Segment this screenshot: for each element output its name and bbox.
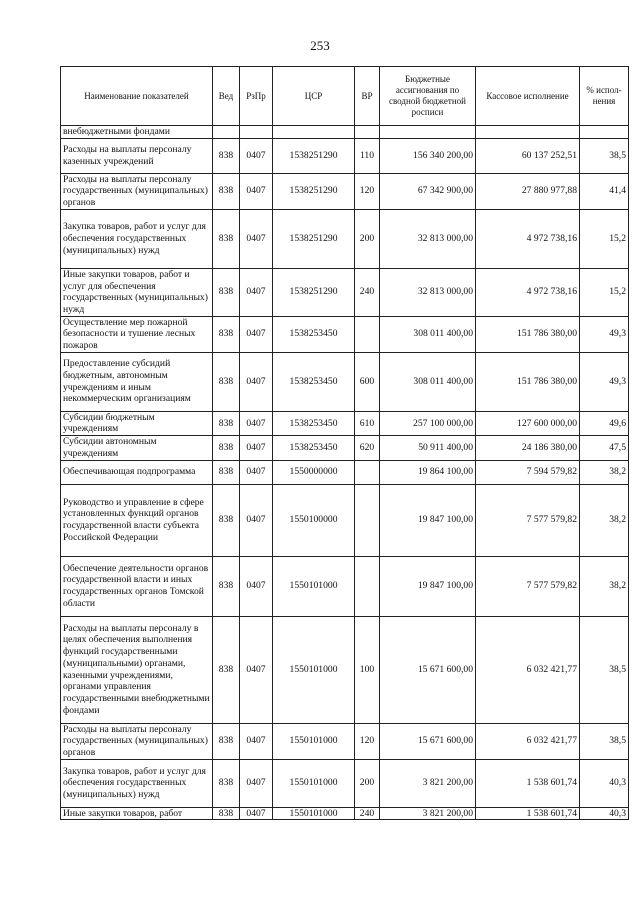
row-vr: 610 — [355, 411, 380, 435]
table-row — [61, 759, 629, 807]
header-name: Наименование показателей — [61, 67, 213, 126]
row-rzpr: 0407 — [240, 138, 273, 173]
row-rzpr: 0407 — [240, 556, 273, 616]
table-row — [61, 807, 629, 820]
row-cash — [476, 126, 580, 139]
row-csr: 1550101000 — [273, 556, 355, 616]
table-row — [61, 556, 629, 616]
row-ved: 838 — [213, 807, 240, 820]
table-row — [61, 460, 629, 484]
row-vr: 240 — [355, 807, 380, 820]
row-ved: 838 — [213, 138, 240, 173]
row-name: Иные закупки товаров, работ и услуг для обеспечения государственных (муниципальных) нужд — [61, 268, 213, 316]
header-ved: Вед — [213, 67, 240, 126]
row-budget — [380, 126, 476, 139]
row-csr: 1550100000 — [273, 484, 355, 556]
row-cash: 6 032 421,77 — [476, 723, 580, 759]
row-percent: 38,2 — [580, 484, 629, 556]
row-vr — [355, 556, 380, 616]
row-ved: 838 — [213, 411, 240, 435]
row-csr: 1538251290 — [273, 209, 355, 268]
table-row — [61, 316, 629, 352]
row-cash: 7 577 579,82 — [476, 556, 580, 616]
row-budget: 257 100 000,00 — [380, 411, 476, 435]
row-ved: 838 — [213, 484, 240, 556]
row-ved: 838 — [213, 173, 240, 209]
row-vr: 600 — [355, 352, 380, 411]
row-percent: 49,3 — [580, 352, 629, 411]
row-name: Закупка товаров, работ и услуг для обеспечения государственных (муниципальных) нужд — [61, 209, 213, 268]
row-ved: 838 — [213, 436, 240, 460]
row-budget: 32 813 000,00 — [380, 209, 476, 268]
row-name: внебюджетными фондами — [61, 126, 213, 139]
row-csr: 1538253450 — [273, 411, 355, 435]
row-ved: 838 — [213, 759, 240, 807]
row-csr: 1538251290 — [273, 173, 355, 209]
row-percent: 15,2 — [580, 268, 629, 316]
row-budget: 19 864 100,00 — [380, 460, 476, 484]
table-row — [61, 723, 629, 759]
row-name: Расходы на выплаты персоналу государственных (муниципальных) органов — [61, 173, 213, 209]
row-vr — [355, 460, 380, 484]
table-row — [61, 126, 629, 139]
table-row — [61, 436, 629, 460]
row-vr: 100 — [355, 616, 380, 723]
row-ved: 838 — [213, 316, 240, 352]
header-rzpr: РзПр — [240, 67, 273, 126]
row-percent: 38,5 — [580, 723, 629, 759]
row-budget: 308 011 400,00 — [380, 316, 476, 352]
row-percent: 38,2 — [580, 460, 629, 484]
table-row — [61, 268, 629, 316]
row-csr: 1550101000 — [273, 616, 355, 723]
row-percent: 49,3 — [580, 316, 629, 352]
header-vr: ВР — [355, 67, 380, 126]
row-csr: 1538251290 — [273, 138, 355, 173]
row-ved: 838 — [213, 352, 240, 411]
row-budget: 3 821 200,00 — [380, 759, 476, 807]
row-name: Закупка товаров, работ и услуг для обеспечения государственных (муниципальных) нужд — [61, 759, 213, 807]
row-rzpr: 0407 — [240, 460, 273, 484]
header-percent: % испол-нения — [580, 67, 629, 126]
row-budget: 19 847 100,00 — [380, 484, 476, 556]
row-budget: 50 911 400,00 — [380, 436, 476, 460]
row-csr: 1550101000 — [273, 723, 355, 759]
row-rzpr: 0407 — [240, 807, 273, 820]
row-csr: 1538253450 — [273, 352, 355, 411]
row-budget: 308 011 400,00 — [380, 352, 476, 411]
row-ved: 838 — [213, 723, 240, 759]
row-ved: 838 — [213, 268, 240, 316]
row-name: Осуществление мер пожарной безопасности и тушение лесных пожаров — [61, 316, 213, 352]
row-ved — [213, 126, 240, 139]
budget-execution-table — [60, 66, 629, 820]
row-cash: 7 577 579,82 — [476, 484, 580, 556]
row-cash: 151 786 380,00 — [476, 316, 580, 352]
table-header-row — [61, 67, 629, 126]
row-vr: 110 — [355, 138, 380, 173]
row-rzpr — [240, 126, 273, 139]
row-cash: 1 538 601,74 — [476, 759, 580, 807]
row-cash: 60 137 252,51 — [476, 138, 580, 173]
row-budget: 156 340 200,00 — [380, 138, 476, 173]
row-rzpr: 0407 — [240, 411, 273, 435]
row-vr — [355, 126, 380, 139]
table-row — [61, 173, 629, 209]
row-rzpr: 0407 — [240, 352, 273, 411]
row-vr: 620 — [355, 436, 380, 460]
page-number: 253 — [310, 38, 330, 53]
row-percent: 38,5 — [580, 138, 629, 173]
row-percent: 38,5 — [580, 616, 629, 723]
row-vr — [355, 484, 380, 556]
row-percent: 40,3 — [580, 807, 629, 820]
row-rzpr: 0407 — [240, 316, 273, 352]
row-vr — [355, 316, 380, 352]
header-budget: Бюджетные ассигнования по сводной бюджетной росписи — [380, 67, 476, 126]
row-cash: 151 786 380,00 — [476, 352, 580, 411]
row-budget: 67 342 900,00 — [380, 173, 476, 209]
row-name: Иные закупки товаров, работ — [61, 807, 213, 820]
row-name: Расходы на выплаты персоналу государственных (муниципальных) органов — [61, 723, 213, 759]
row-vr: 200 — [355, 759, 380, 807]
table-row — [61, 138, 629, 173]
row-cash: 27 880 977,88 — [476, 173, 580, 209]
row-budget: 19 847 100,00 — [380, 556, 476, 616]
row-vr: 200 — [355, 209, 380, 268]
row-ved: 838 — [213, 209, 240, 268]
table-row — [61, 352, 629, 411]
header-cash: Кассовое исполнение — [476, 67, 580, 126]
row-cash: 127 600 000,00 — [476, 411, 580, 435]
row-ved: 838 — [213, 616, 240, 723]
row-csr: 1538253450 — [273, 316, 355, 352]
row-percent: 49,6 — [580, 411, 629, 435]
row-rzpr: 0407 — [240, 173, 273, 209]
row-name: Обеспечение деятельности органов государственной власти и иных государственных органов Томской области — [61, 556, 213, 616]
row-percent: 40,3 — [580, 759, 629, 807]
table-row — [61, 411, 629, 435]
row-rzpr: 0407 — [240, 268, 273, 316]
row-percent: 38,2 — [580, 556, 629, 616]
row-rzpr: 0407 — [240, 484, 273, 556]
row-cash: 4 972 738,16 — [476, 268, 580, 316]
row-percent — [580, 126, 629, 139]
row-csr: 1538251290 — [273, 268, 355, 316]
row-name: Субсидии бюджетным учреждениям — [61, 411, 213, 435]
row-name: Расходы на выплаты персоналу казенных учреждений — [61, 138, 213, 173]
row-name: Обеспечивающая подпрограмма — [61, 460, 213, 484]
row-budget: 15 671 600,00 — [380, 723, 476, 759]
row-rzpr: 0407 — [240, 209, 273, 268]
row-budget: 15 671 600,00 — [380, 616, 476, 723]
row-cash: 7 594 579,82 — [476, 460, 580, 484]
row-vr: 120 — [355, 173, 380, 209]
row-rzpr: 0407 — [240, 436, 273, 460]
row-percent: 15,2 — [580, 209, 629, 268]
row-percent: 41,4 — [580, 173, 629, 209]
row-name: Предоставление субсидий бюджетным, автономным учреждениям и иным некоммерческим организациям — [61, 352, 213, 411]
row-csr: 1550101000 — [273, 759, 355, 807]
row-csr — [273, 126, 355, 139]
row-ved: 838 — [213, 460, 240, 484]
row-vr: 240 — [355, 268, 380, 316]
row-rzpr: 0407 — [240, 723, 273, 759]
table-row — [61, 616, 629, 723]
row-cash: 4 972 738,16 — [476, 209, 580, 268]
row-budget: 32 813 000,00 — [380, 268, 476, 316]
header-csr: ЦСР — [273, 67, 355, 126]
row-csr: 1538253450 — [273, 436, 355, 460]
table-row — [61, 209, 629, 268]
table-row — [61, 484, 629, 556]
row-csr: 1550000000 — [273, 460, 355, 484]
row-cash: 24 186 380,00 — [476, 436, 580, 460]
row-rzpr: 0407 — [240, 759, 273, 807]
row-vr: 120 — [355, 723, 380, 759]
row-percent: 47,5 — [580, 436, 629, 460]
row-name: Расходы на выплаты персоналу в целях обеспечения выполнения функций государственными (муниципальными) органами, казенными учреждениями, органами управления государственными внебюджетными фондами — [61, 616, 213, 723]
row-ved: 838 — [213, 556, 240, 616]
row-rzpr: 0407 — [240, 616, 273, 723]
row-budget: 3 821 200,00 — [380, 807, 476, 820]
row-name: Субсидии автономным учреждениям — [61, 436, 213, 460]
row-cash: 6 032 421,77 — [476, 616, 580, 723]
row-csr: 1550101000 — [273, 807, 355, 820]
row-cash: 1 538 601,74 — [476, 807, 580, 820]
row-name: Руководство и управление в сфере установленных функций органов государственной власти субъекта Российской Федерации — [61, 484, 213, 556]
